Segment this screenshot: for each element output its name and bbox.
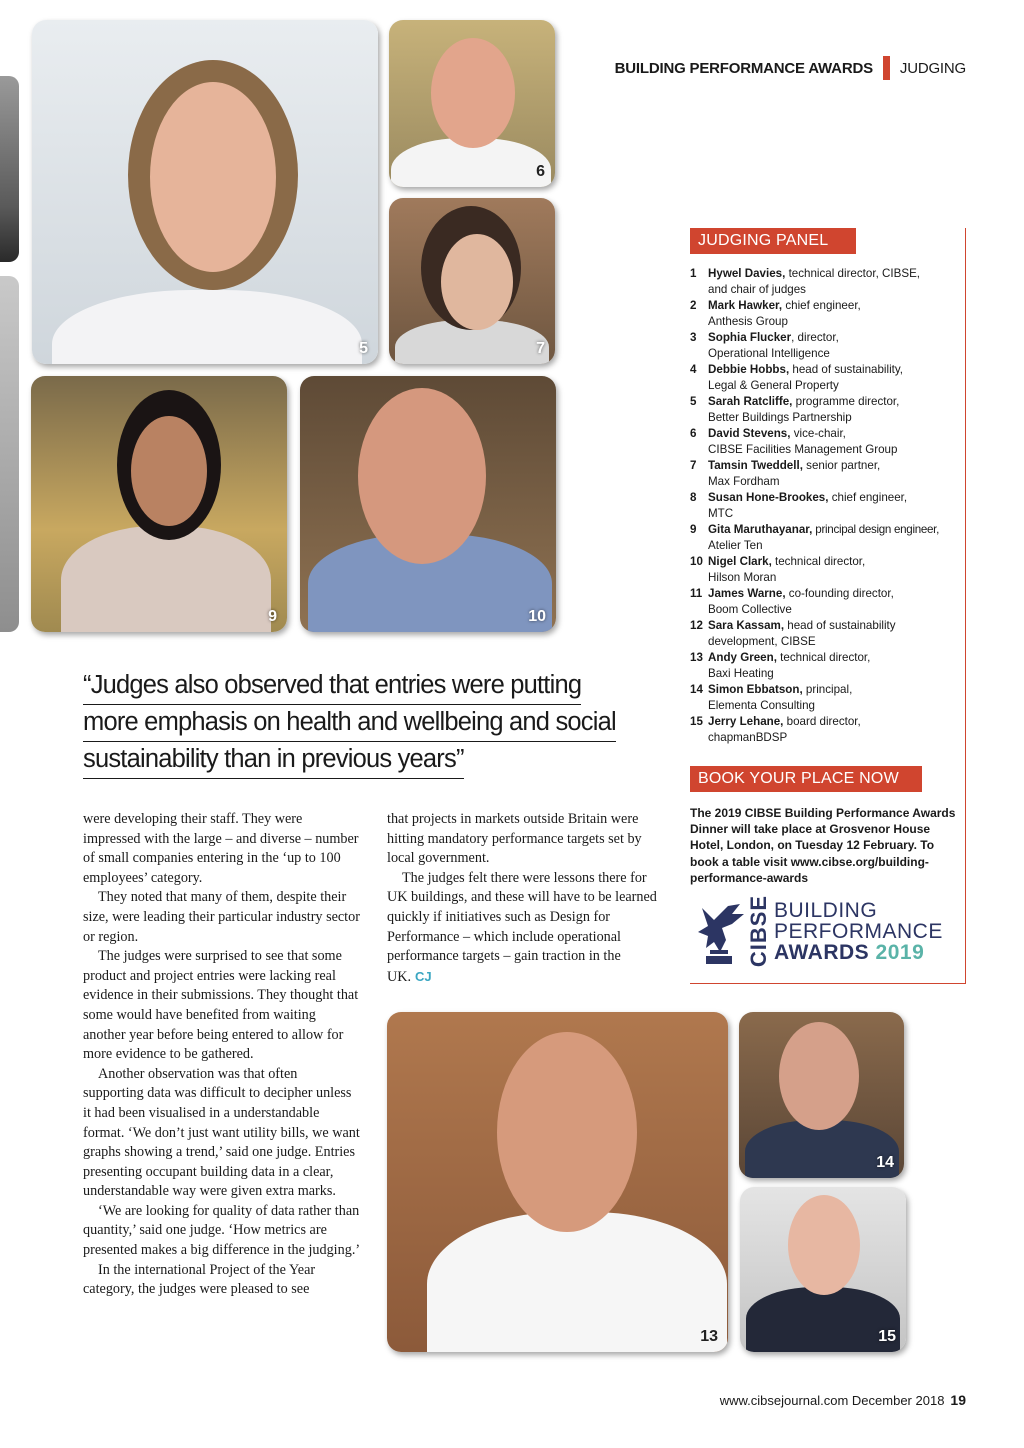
- phoenix-icon: [692, 900, 746, 966]
- list-item: 2 Mark Hawker, chief engineer, Anthesis Group: [690, 299, 861, 328]
- quote-line: sustainability than in previous years”: [83, 742, 464, 779]
- photo-number: 9: [268, 608, 277, 625]
- page-number: 19: [950, 1392, 966, 1408]
- judge-photo-14: [739, 1012, 904, 1178]
- list-item: 8 Susan Hone-Brookes, chief engineer, MTC: [690, 491, 908, 520]
- edge-photo-fragment: [0, 276, 19, 632]
- logo-cibse-mark: CIBSE: [746, 894, 771, 968]
- body-column-2: [387, 810, 665, 987]
- section-title: BUILDING PERFORMANCE AWARDS: [614, 59, 873, 77]
- judge-photo-9: [31, 376, 287, 632]
- judge-photo-13: [387, 1012, 728, 1352]
- paragraph: The judges were surprised to see that some product and project entries were lacking real evidence in their submissions. They thought that some would have benefited from waiting another year before being entered to allow for more evidence to be gathered.: [83, 948, 359, 1063]
- paragraph: Another observation was that often supporting data was difficult to decipher unless it had been visualised in a understandable format. ‘We don’t just want utility bills, we want graphs showing a trend,’ said one judge. Entries presenting occupant building data in a clear, understandable way were given extra marks.: [83, 1065, 360, 1200]
- list-item: 10 Nigel Clark, technical director, Hilson Moran: [690, 555, 866, 584]
- page-header: [615, 56, 966, 80]
- subsection-title: JUDGING: [899, 59, 966, 77]
- list-item: 7 Tamsin Tweddell, senior partner, Max Fordham: [690, 459, 881, 488]
- photo-number: 7: [536, 340, 545, 357]
- list-item: 1 Hywel Davies, technical director, CIBSE, and chair of judges: [690, 267, 921, 296]
- judge-photo-6: [389, 20, 555, 187]
- cibse-awards-logo: [692, 894, 952, 968]
- quote-line: more emphasis on health and wellbeing and social: [83, 705, 616, 742]
- judging-panel-heading: JUDGING PANEL: [690, 228, 856, 254]
- list-item: 12 Sara Kassam, head of sustainability development, CIBSE: [690, 619, 896, 648]
- list-item: 13 Andy Green, technical director, Baxi Heating: [690, 651, 871, 680]
- list-item: 3 Sophia Flucker, director, Operational Intelligence: [690, 331, 839, 360]
- list-item: 9 Gita Maruthayanar, principal design engineer, Atelier Ten: [690, 523, 940, 552]
- list-item: 5 Sarah Ratcliffe, programme director, Better Buildings Partnership: [690, 395, 900, 424]
- judge-photo-15: [740, 1187, 906, 1352]
- pull-quote: [83, 668, 643, 779]
- sign-off: CJ: [415, 968, 432, 984]
- booking-heading: BOOK YOUR PLACE NOW: [690, 766, 922, 792]
- paragraph: In the international Project of the Year category, the judges were pleased to see: [83, 1261, 316, 1298]
- judging-panel-list: [690, 266, 960, 746]
- body-column-1: [83, 810, 361, 1300]
- photo-number: 13: [700, 1328, 718, 1345]
- edge-photo-fragment: [0, 76, 19, 262]
- photo-number: 15: [878, 1328, 896, 1345]
- footer-site: www.cibsejournal.com: [719, 1393, 849, 1408]
- header-divider: [883, 56, 890, 80]
- photo-number: 6: [536, 163, 545, 180]
- list-item: 6 David Stevens, vice-chair, CIBSE Facilities Management Group: [690, 427, 898, 456]
- footer-issue: December 2018: [851, 1393, 945, 1408]
- list-item: 11 James Warne, co-founding director, Boom Collective: [690, 587, 894, 616]
- paragraph: They noted that many of them, despite their size, were leading their particular industry sector or region.: [83, 889, 360, 945]
- list-item: 15 Jerry Lehane, board director, chapmanBDSP: [690, 715, 861, 744]
- paragraph: ‘We are looking for quality of data rather than quantity,’ said one judge. ‘How metrics are presented makes a big difference in the judging.’: [83, 1202, 361, 1259]
- judge-photo-10: [300, 376, 556, 632]
- booking-text: The 2019 CIBSE Building Performance Awards Dinner will take place at Grosvenor House Hotel, London, on Tuesday 12 February. To book a table visit www.cibse.org/building-performance-awards: [690, 806, 956, 885]
- photo-number: 5: [359, 340, 368, 357]
- photo-number: 10: [528, 608, 546, 625]
- judge-photo-7: [389, 198, 555, 364]
- logo-wordmark: BUILDING PERFORMANCE AWARDS 2019: [774, 899, 943, 964]
- judge-photo-5: [32, 20, 378, 364]
- page-footer: [720, 1392, 966, 1408]
- paragraph: were developing their staff. They were impressed with the large – and diverse – number of small companies entering in the ‘up to 100 employees’ category.: [83, 811, 359, 886]
- list-item: 14 Simon Ebbatson, principal, Elementa Consulting: [690, 683, 853, 712]
- list-item: 4 Debbie Hobbs, head of sustainability, Legal & General Property: [690, 363, 904, 392]
- paragraph: that projects in markets outside Britain were hitting mandatory performance targets set by local government.: [387, 811, 642, 867]
- judging-panel-sidebar: [690, 228, 966, 984]
- paragraph: The judges felt there were lessons there for UK buildings, and these will have to be learned quickly if initiatives such as Design for Performance – which include operational performance targets – gain traction in the UK. CJ: [387, 869, 657, 985]
- quote-line: “Judges also observed that entries were putting: [83, 668, 581, 705]
- photo-number: 14: [876, 1154, 894, 1171]
